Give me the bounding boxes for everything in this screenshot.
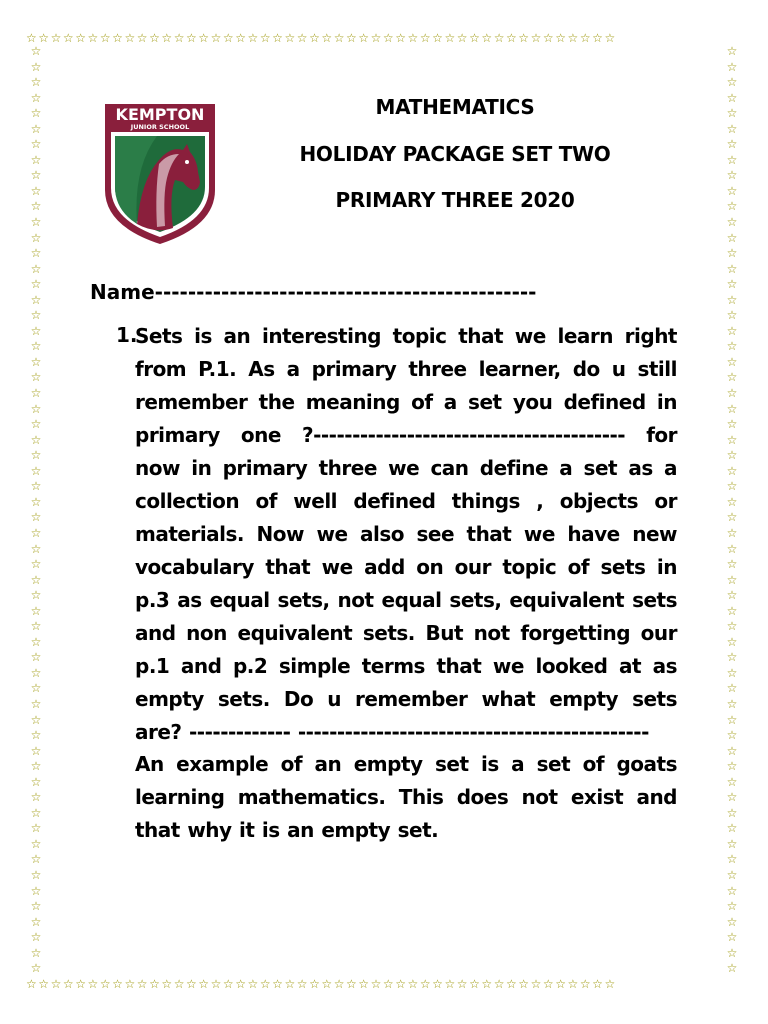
question-text: Sets is an interesting topic that we learn right from P.1. As a primary three learner, do u still remember the meaning of a set you defined in primary one ?---------------------------------------- for now in primary three we can define a set as a collection of well defined things , objects or materials. Now we also see that we have new vocabulary that we add on our topic of sets in p.3 as equal sets, not equal sets, equivalent sets and non equivalent sets. But not forgetting our p.1 and p.2 simple terms that we looked at as empty sets. Do u remember what empty sets are? ------------- --------------------------------------------- — [135, 324, 677, 744]
name-blank-line: ---------------------------------------------- — [154, 280, 537, 304]
star-border-bottom: ☆☆☆☆☆☆☆☆☆☆☆☆☆☆☆☆☆☆☆☆☆☆☆☆☆☆☆☆☆☆☆☆☆☆☆☆☆☆☆☆☆☆☆☆☆☆☆☆ — [26, 977, 617, 991]
school-crest-logo — [97, 98, 223, 248]
star-border-top: ☆☆☆☆☆☆☆☆☆☆☆☆☆☆☆☆☆☆☆☆☆☆☆☆☆☆☆☆☆☆☆☆☆☆☆☆☆☆☆☆☆☆☆☆☆☆☆☆ — [26, 31, 617, 45]
star-border-left: ☆ ☆ ☆ ☆ ☆ ☆ ☆ ☆ ☆ ☆ ☆ ☆ ☆ ☆ ☆ ☆ ☆ ☆ ☆ ☆ ☆ ☆ ☆ ☆ ☆ ☆ ☆ ☆ ☆ ☆ ☆ ☆ ☆ ☆ ☆ ☆ ☆ ☆ ☆ ☆ ☆ ☆ ☆ ☆ ☆ ☆ ☆ ☆ ☆ ☆ ☆ ☆ ☆ ☆ ☆ ☆ ☆ ☆ ☆ ☆ — [30, 44, 42, 976]
name-label: Name — [90, 280, 155, 304]
package-heading: HOLIDAY PACKAGE SET TWO — [299, 142, 611, 166]
class-year-heading: PRIMARY THREE 2020 — [335, 188, 575, 212]
name-field[interactable] — [90, 280, 536, 304]
question-number: 1. — [116, 323, 138, 347]
empty-set-example: An example of an empty set is a set of goats learning mathematics. This does not exist and that why it is an empty set. — [135, 752, 677, 842]
subject-heading: MATHEMATICS — [375, 95, 535, 119]
star-border-right: ☆ ☆ ☆ ☆ ☆ ☆ ☆ ☆ ☆ ☆ ☆ ☆ ☆ ☆ ☆ ☆ ☆ ☆ ☆ ☆ ☆ ☆ ☆ ☆ ☆ ☆ ☆ ☆ ☆ ☆ ☆ ☆ ☆ ☆ ☆ ☆ ☆ ☆ ☆ ☆ ☆ ☆ ☆ ☆ ☆ ☆ ☆ ☆ ☆ ☆ ☆ ☆ ☆ ☆ ☆ ☆ ☆ ☆ ☆ ☆ — [726, 44, 738, 976]
logo-subtitle: JUNIOR SCHOOL — [130, 123, 190, 131]
logo-title: KEMPTON — [115, 105, 205, 124]
